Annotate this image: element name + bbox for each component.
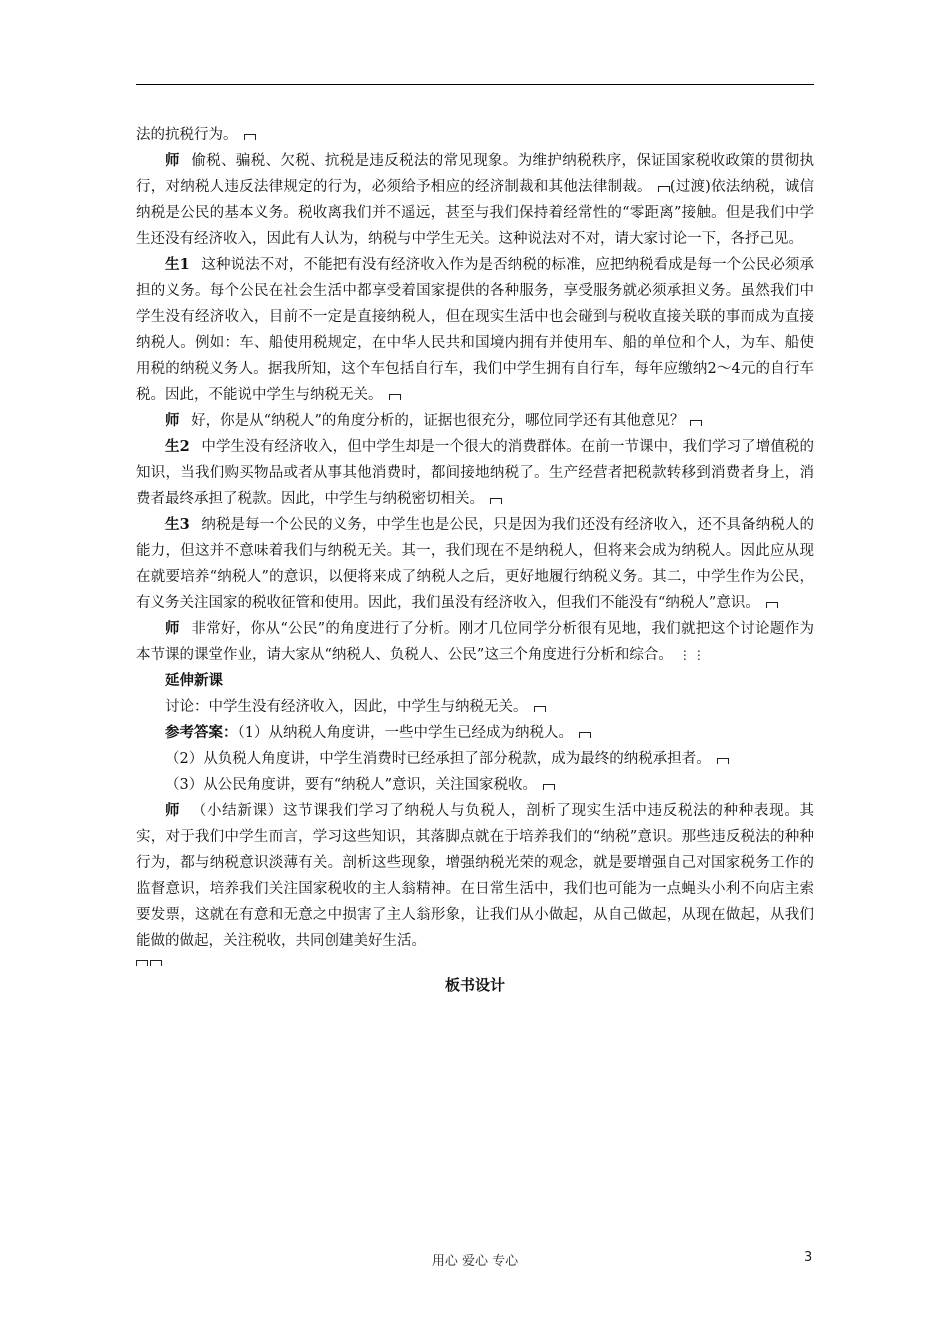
answer-label: 参考答案：: [165, 724, 238, 741]
paragraph: [136, 122, 814, 148]
paragraph-text: 偷税、骗税、欠税、抗税是违反税法的常见现象。为维护纳税秩序，保证国家税收政策的贯彻执行，对纳税人违反法律规定的行为，必须给予相应的经济制裁和其他法律制裁。: [136, 153, 815, 195]
paragraph-text: （2）从负税人角度讲，中学生消费时已经承担了部分税款，成为最终的纳税承担者。: [165, 751, 711, 767]
paragraph-text: 中学生没有经济收入，但中学生却是一个很大的消费群体。在前一节课中，我们学习了增值税的知识，当我们购买物品或者从事其他消费时，都间接地纳税了。生产经营者把税款转移到消费者身上，消费者最终承担了税款。因此，中学生与纳税密切相关。: [136, 439, 815, 507]
paragraph-mark-icon: [717, 758, 729, 764]
paragraph-mark-icon: [766, 602, 778, 608]
paragraph-mark-icon: [389, 394, 401, 400]
paragraph-text: （1）从纳税人角度讲，一些中学生已经成为纳税人。: [237, 725, 573, 741]
ellipsis-marks: ⋮⋮: [678, 648, 707, 662]
paragraph-mark-icon: [543, 784, 555, 790]
paragraph-text: 法的抗税行为。: [136, 127, 238, 143]
speaker-label: 师: [165, 152, 180, 169]
paragraph-teacher: [136, 148, 814, 252]
paragraph-student: [136, 434, 814, 512]
paragraph-mark-icon: [690, 420, 702, 426]
speaker-label: 生3: [165, 516, 190, 533]
paragraph: [136, 720, 814, 746]
paragraph-mark-icon: [490, 498, 502, 504]
paragraph-mark-icon: [579, 732, 591, 738]
paragraph-mark-icon: [244, 134, 256, 140]
paragraph-mark-icon: [658, 186, 670, 192]
speaker-label: 师: [165, 802, 181, 819]
paragraph-end-marks: [136, 954, 814, 972]
paragraph-teacher: [136, 798, 814, 954]
paragraph-text: 纳税是每一个公民的义务，中学生也是公民，只是因为我们还没有经济收入，还不具备纳税人的能力，但这并不意味着我们与纳税无关。其一，我们现在不是纳税人，但将来会成为纳税人。因此应从现在就要培养“纳税人”的意识，以便将来成了纳税人之后，更好地履行纳税义务。其二，中学生作为公民，有义务关注国家的税收征管和使用。因此，我们虽没有经济收入，但我们不能没有“纳税人”意识。: [136, 517, 815, 611]
paragraph-mark-icon: [534, 706, 546, 712]
paragraph-mark-icon: [150, 960, 162, 966]
footer-text: 用心 爱心 专心: [431, 1254, 519, 1269]
board-design-heading: 板书设计: [444, 976, 505, 994]
paragraph-text: （3）从公民角度讲，要有“纳税人”意识，关注国家税收。: [165, 777, 538, 793]
paragraph: [136, 746, 814, 772]
speaker-label: 师: [165, 412, 180, 429]
paragraph-student: [136, 252, 814, 408]
paragraph-teacher: [136, 616, 814, 668]
paragraph-teacher: [136, 408, 814, 434]
paragraph-text: 非常好，你从“公民”的角度进行了分析。刚才几位同学分析很有见地，我们就把这个讨论题作为本节课的课堂作业，请大家从“纳税人、负税人、公民”这三个角度进行分析和综合。: [136, 621, 815, 663]
header-rule: [136, 84, 814, 85]
paragraph: [136, 694, 814, 720]
paragraph: [136, 772, 814, 798]
section-heading: 延伸新课: [165, 672, 223, 689]
paragraph-mark-icon: [136, 960, 148, 966]
speaker-label: 师: [165, 620, 180, 637]
speaker-label: 生1: [165, 256, 190, 273]
speaker-label: 生2: [165, 438, 190, 455]
paragraph-text: 好，你是从“纳税人”的角度分析的，证据也很充分，哪位同学还有其他意见？: [191, 413, 685, 429]
paragraph-text: 这种说法不对，不能把有没有经济收入作为是否纳税的标准，应把纳税看成是每一个公民必须承担的义务。每个公民在社会生活中都享受着国家提供的各种服务，享受服务就必须承担义务。虽然我们中学生没有经济收入，目前不一定是直接纳税人，但在现实生活中也会碰到与税收直接关联的事而成为直接纳税人。例如：车、船使用税规定，在中华人民共和国境内拥有并使用车、船的单位和个人，为车、船使用税的纳税义务人。据我所知，这个车包括自行车，我们中学生拥有自行车，每年应缴纳2～4元的自行车税。因此，不能说中学生与纳税无关。: [136, 257, 815, 403]
paragraph-text: （小结新课）这节课我们学习了纳税人与负税人，剖析了现实生活中违反税法的种种表现。其实，对于我们中学生而言，学习这些知识，其落脚点就在于培养我们的“纳税”意识。那些违反税法的种种行为，都与纳税意识淡薄有关。剖析这些现象，增强纳税光荣的观念，就是要增强自己对国家税务工作的监督意识，培养我们关注国家税收的主人翁精神。在日常生活中，我们也可能为一点蝇头小利不向店主索要发票，这就在有意和无意之中损害了主人翁形象，让我们从小做起，从自己做起，从现在做起，从我们能做的做起，关注税收，共同创建美好生活。: [136, 803, 815, 949]
paragraph-student: [136, 512, 814, 616]
page-number: 3: [804, 1250, 813, 1265]
document-body: [136, 122, 814, 998]
paragraph-text: 讨论：中学生没有经济收入，因此，中学生与纳税无关。: [165, 699, 528, 715]
paragraph-text: (过渡)依法纳税，诚信纳税是公民的基本义务。税收离我们并不遥远，甚至与我们保持着经常性的“零距离”接触。但是我们中学生还没有经济收入，因此有人认为，纳税与中学生无关。这种说法对不对，请大家讨论一下，各抒己见。: [136, 179, 814, 247]
